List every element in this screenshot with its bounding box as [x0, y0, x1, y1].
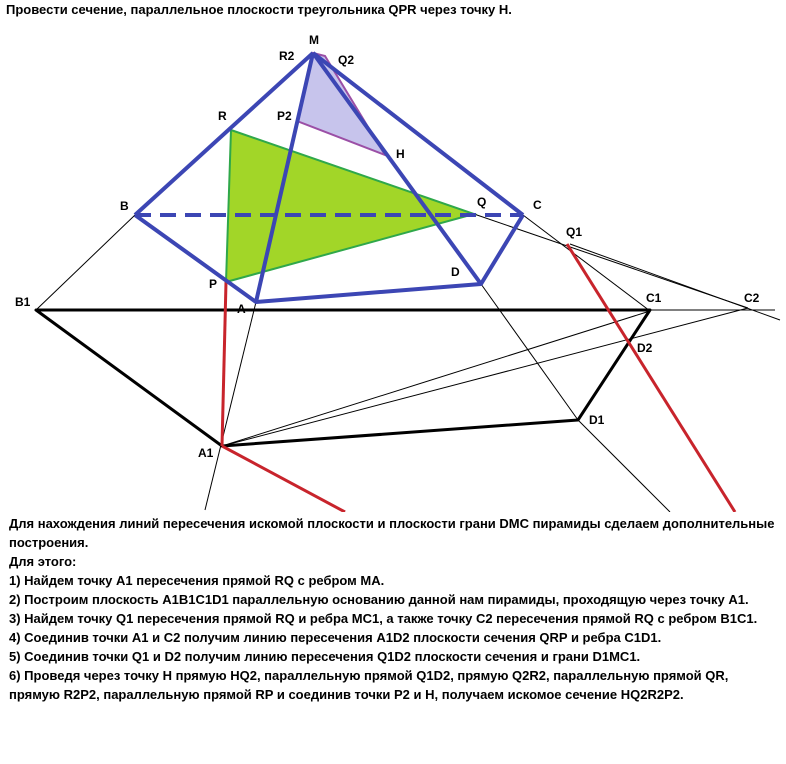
label-r: R	[218, 109, 227, 123]
label-d: D	[451, 265, 460, 279]
label-p2: P2	[277, 109, 292, 123]
step-5: 5) Соединив точки Q1 и D2 получим линию пересечения Q1D2 плоскости сечения и грани D1MC1.	[9, 649, 641, 664]
line-d-d1	[481, 284, 578, 420]
base-plane-a1b1c1d1	[36, 310, 650, 446]
line-c1-extension	[523, 215, 650, 311]
intro-paragraph: Для нахождения линий пересечения искомой плоскости и плоскости грани DMC пирамиды сделаем дополнительные построения.	[9, 516, 775, 550]
line-d1-down	[578, 420, 670, 512]
line-r-a1	[222, 282, 226, 446]
label-r2: R2	[279, 49, 295, 63]
page-title: Провести сечение, параллельное плоскости треугольника QPR через точку H.	[6, 2, 512, 17]
label-q: Q	[477, 195, 487, 209]
step-2: 2) Построим плоскость A1B1C1D1 параллельную основанию данной нам пирамиды, проходящую через точку A1.	[9, 592, 749, 607]
explanation-text	[9, 514, 781, 704]
label-h: H	[396, 147, 405, 161]
label-q1: Q1	[566, 225, 583, 239]
label-d1: D1	[589, 413, 605, 427]
step-4: 4) Соединив точки A1 и C2 получим линию пересечения A1D2 плоскости сечения QRP и ребра C1D1.	[9, 630, 662, 645]
step-3: 3) Найдем точку Q1 пересечения прямой RQ и ребра MC1, а также точку C2 пересечения прямой RQ с ребром B1C1.	[9, 611, 758, 626]
thin-construction-lines	[36, 214, 780, 512]
label-a: A	[237, 302, 246, 316]
line-a1-a-ray	[205, 302, 256, 510]
label-c: C	[533, 198, 542, 212]
label-m: M	[309, 33, 319, 47]
line-q1-d2	[567, 244, 735, 512]
step-6: 6) Проведя через точку H прямую HQ2, параллельную прямой Q1D2, прямую Q2R2, параллельную прямой QR, прямую R2P2, параллельную прямой RP и соединив точки P2 и H, получаем искомое сечение HQ2R2P2.	[9, 668, 729, 702]
label-a1: A1	[198, 446, 214, 460]
label-b: B	[120, 199, 129, 213]
label-d2: D2	[637, 341, 653, 355]
line-a1-c1	[222, 311, 650, 446]
step-1: 1) Найдем точку A1 пересечения прямой RQ с ребром MA.	[9, 573, 385, 588]
label-c2: C2	[744, 291, 760, 305]
line-a1-down	[222, 446, 345, 512]
label-q2: Q2	[338, 53, 355, 67]
line-b1-b	[36, 215, 135, 310]
label-c1: C1	[646, 291, 662, 305]
label-b1: B1	[15, 295, 31, 309]
label-p: P	[209, 277, 218, 291]
section-triangle-qpr	[226, 130, 474, 282]
for-this-line: Для этого:	[9, 554, 77, 569]
